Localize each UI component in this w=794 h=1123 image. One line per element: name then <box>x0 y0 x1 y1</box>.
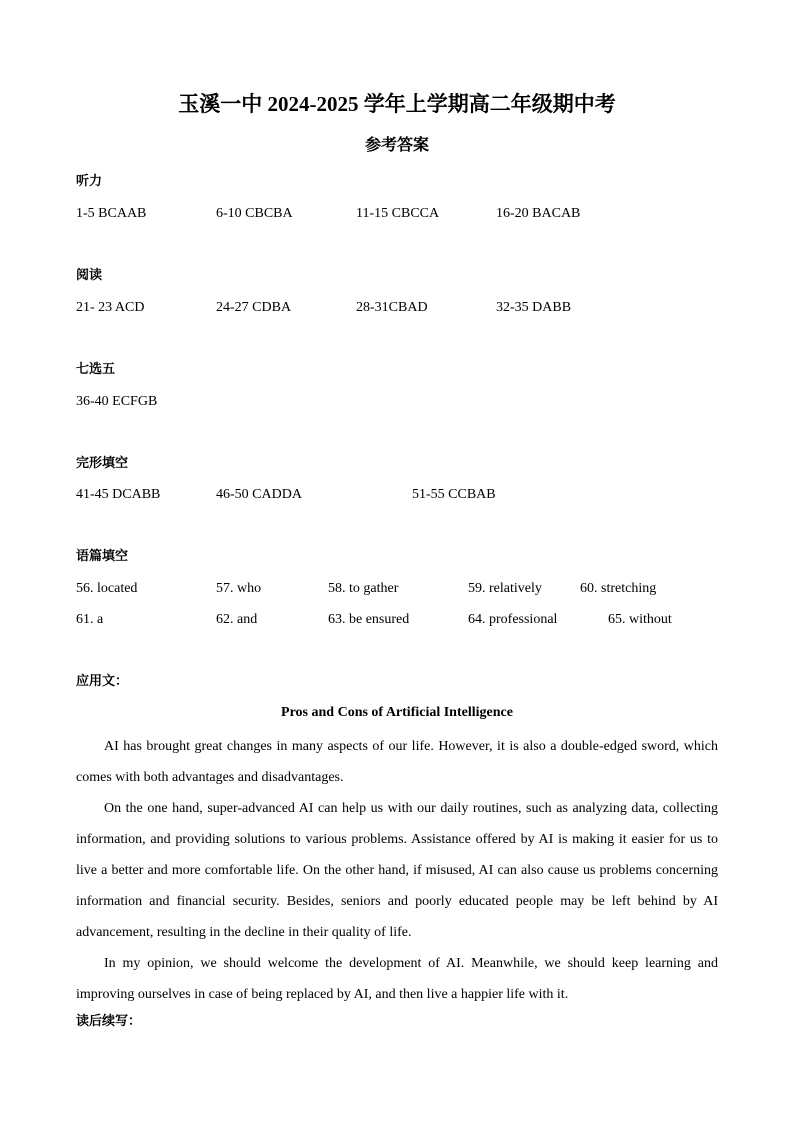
reading-heading: 阅读 <box>76 268 103 283</box>
cloze-answer-2: 46-50 CADDA <box>216 487 302 502</box>
listening-answer-2: 6-10 CBCBA <box>216 206 293 221</box>
essay-paragraph: In my opinion, we should welcome the development of AI. Meanwhile, we should keep learning and improving ourselves in case of being replaced by AI, and then live a happier life with it. <box>76 956 718 1002</box>
essay-paragraph: On the one hand, super-advanced AI can help us with our daily routines, such as analyzing data, collecting information, and providing solutions to various problems. Assistance offered by AI is making it easier for us to live a better and more comfortable life. On the other hand, if misused, AI can also cause us problems concerning information and financial security. Besides, seniors and poorly educated people may be left behind by AI advancement, resulting in the decline in their quality of life. <box>76 801 718 940</box>
grammar-answer-62: 62. and <box>216 612 258 627</box>
listening-answer-3: 11-15 CBCCA <box>356 206 440 221</box>
grammar-answer-58: 58. to gather <box>328 581 399 596</box>
listening-answer-1: 1-5 BCAAB <box>76 206 147 221</box>
grammar-answer-60: 60. stretching <box>580 581 657 596</box>
grammar-answer-63: 63. be ensured <box>328 612 410 627</box>
reading-answer-4: 32-35 DABB <box>496 300 572 315</box>
cloze-answer-1: 41-45 DCABB <box>76 487 161 502</box>
applied-writing-heading: 应用文： <box>76 674 129 689</box>
page-subtitle: 参考答案 <box>364 135 429 154</box>
continuation-heading: 读后续写： <box>76 1014 142 1029</box>
essay-body <box>76 731 718 1010</box>
page-title: 玉溪一中 2024-2025 学年上学期高二年级期中考 <box>178 92 616 116</box>
reading-answer-3: 28-31CBAD <box>356 300 428 315</box>
reading-answer-1: 21- 23 ACD <box>76 300 145 315</box>
grammar-heading: 语篇填空 <box>76 549 129 564</box>
cloze-heading: 完形填空 <box>76 456 129 471</box>
grammar-answer-57: 57. who <box>216 581 262 596</box>
grammar-answer-61: 61. a <box>76 612 104 627</box>
essay-paragraph: AI has brought great changes in many aspects of our life. However, it is also a double-edged sword, which comes with both advantages and disadvantages. <box>76 739 718 785</box>
essay-title: Pros and Cons of Artificial Intelligence <box>281 705 513 720</box>
grammar-answer-65: 65. without <box>608 612 672 627</box>
seven-five-heading: 七选五 <box>76 362 116 377</box>
grammar-answer-64: 64. professional <box>468 612 558 627</box>
grammar-answer-59: 59. relatively <box>468 581 542 596</box>
reading-answer-2: 24-27 CDBA <box>216 300 292 315</box>
seven-five-answer: 36-40 ECFGB <box>76 394 158 409</box>
listening-heading: 听力 <box>76 174 103 189</box>
grammar-answer-56: 56. located <box>76 581 138 596</box>
cloze-answer-3: 51-55 CCBAB <box>412 487 496 502</box>
listening-answer-4: 16-20 BACAB <box>496 206 581 221</box>
